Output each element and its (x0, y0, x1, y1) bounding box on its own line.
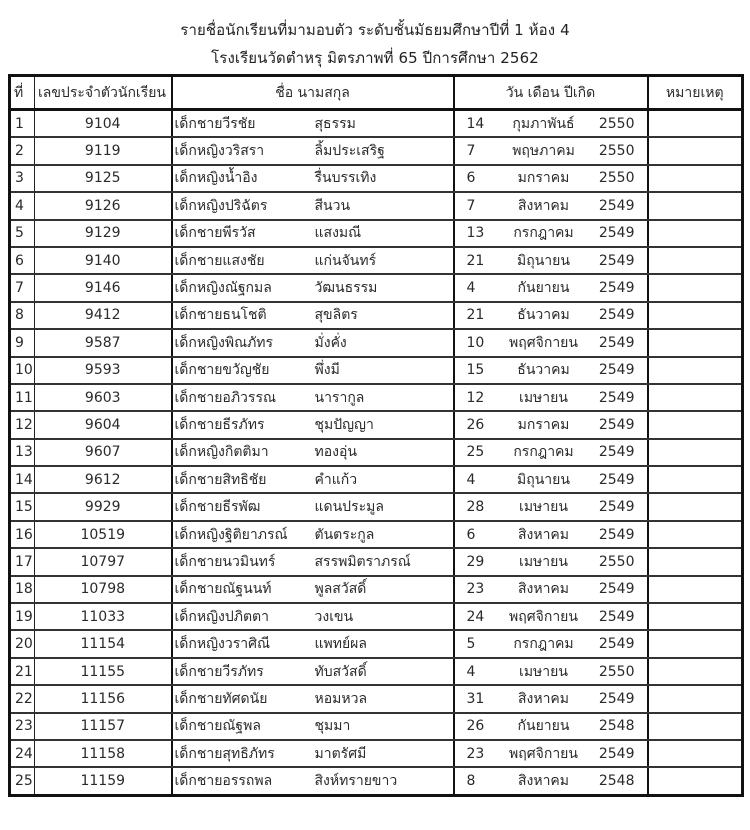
table-row (10, 548, 743, 575)
student-name (172, 658, 454, 685)
student-name (172, 713, 454, 740)
last-name: คำแก้ว (314, 471, 358, 488)
birth-year: 2549 (598, 334, 635, 351)
first-name: เด็กชายณัฐพล (174, 718, 261, 735)
birth-month: สิงหาคม (517, 526, 570, 543)
birth-day: 15 (466, 362, 485, 379)
remark-cell (648, 411, 743, 438)
first-name: เด็กหญิงปภิตตา (174, 608, 270, 625)
student-id: 11155 (35, 658, 172, 685)
student-id: 9603 (35, 384, 172, 411)
student-id: 10798 (35, 576, 172, 603)
last-name: พึ่งมี (314, 362, 340, 379)
first-name: เด็กชายธีรภัทร (174, 416, 265, 433)
last-name: ชุมมา (314, 718, 351, 735)
birth-month: กรกฎาคม (513, 636, 574, 653)
student-name (172, 685, 454, 712)
first-name: เด็กชายอรรถพล (174, 773, 273, 790)
row-number: 23 (10, 713, 35, 740)
birth-day: 10 (466, 334, 485, 351)
table-row (10, 411, 743, 438)
table-row (10, 110, 743, 138)
birth-month: ธันวาคม (517, 307, 570, 324)
birth-year: 2549 (598, 444, 635, 461)
birth-month: สิงหาคม (517, 197, 570, 214)
table-row (10, 329, 743, 356)
remark-cell (648, 192, 743, 219)
row-number: 13 (10, 439, 35, 466)
remark-cell (648, 165, 743, 192)
last-name: พูลสวัสดิ์ (314, 581, 367, 598)
last-name: วงเขน (314, 608, 354, 625)
row-number: 12 (10, 411, 35, 438)
student-id: 9126 (35, 192, 172, 219)
birth-date (454, 658, 648, 685)
first-name: เด็กหญิงพิณภัทร (174, 334, 274, 351)
birth-day: 5 (466, 636, 476, 653)
student-name (172, 137, 454, 164)
last-name: แก่นจันทร์ (314, 252, 377, 269)
birth-month: มิถุนายน (517, 252, 570, 269)
row-number: 10 (10, 357, 35, 384)
header-name: ชื่อ นามสกุล (172, 76, 454, 110)
birth-date (454, 302, 648, 329)
birth-day: 4 (466, 280, 476, 297)
birth-month: พฤศจิกายน (509, 745, 578, 762)
birth-year: 2549 (598, 280, 635, 297)
birth-month: เมษายน (519, 499, 568, 516)
first-name: เด็กชายณัฐนนท์ (174, 581, 272, 598)
first-name: เด็กหญิงฐิติยาภรณ์ (174, 526, 288, 543)
student-id: 9104 (35, 110, 172, 138)
last-name: ตันตระกูล (314, 526, 375, 543)
birth-day: 31 (466, 690, 485, 707)
header-index: ที่ (10, 76, 35, 110)
birth-year: 2549 (598, 690, 635, 707)
student-id: 11156 (35, 685, 172, 712)
birth-day: 28 (466, 499, 485, 516)
table-row (10, 740, 743, 767)
birth-day: 26 (466, 718, 485, 735)
birth-year: 2549 (598, 416, 635, 433)
student-name (172, 603, 454, 630)
first-name: เด็กหญิงวริสรา (174, 143, 265, 160)
birth-year: 2549 (598, 636, 635, 653)
table-row (10, 220, 743, 247)
birth-day: 8 (466, 773, 476, 790)
last-name: สีนวน (314, 197, 351, 214)
birth-month: มกราคม (517, 170, 570, 187)
student-id: 9929 (35, 493, 172, 520)
birth-day: 7 (466, 143, 476, 160)
student-id: 9412 (35, 302, 172, 329)
birth-month: สิงหาคม (517, 581, 570, 598)
student-name (172, 466, 454, 493)
birth-year: 2549 (598, 389, 635, 406)
birth-month: สิงหาคม (517, 690, 570, 707)
birth-year: 2549 (598, 499, 635, 516)
remark-cell (648, 466, 743, 493)
birth-year: 2549 (598, 197, 635, 214)
table-row (10, 384, 743, 411)
row-number: 3 (10, 165, 35, 192)
birth-date (454, 740, 648, 767)
first-name: เด็กชายสิทธิชัย (174, 471, 267, 488)
first-name: เด็กชายธนโชติ (174, 307, 267, 324)
first-name: เด็กชายอภิวรรณ (174, 389, 276, 406)
first-name: เด็กชายธีรพัฒ (174, 499, 261, 516)
remark-cell (648, 521, 743, 548)
row-number: 5 (10, 220, 35, 247)
last-name: นารากูล (314, 389, 365, 406)
row-number: 25 (10, 767, 35, 795)
birth-year: 2549 (598, 581, 635, 598)
remark-cell (648, 220, 743, 247)
student-id: 11158 (35, 740, 172, 767)
birth-month: เมษายน (519, 389, 568, 406)
birth-date (454, 603, 648, 630)
last-name: ลิ้มประเสริฐ (314, 143, 385, 160)
row-number: 21 (10, 658, 35, 685)
birth-month: พฤษภาคม (512, 143, 575, 160)
last-name: สุธรรม (314, 115, 356, 132)
first-name: เด็กชายวีรภัทร (174, 663, 264, 680)
row-number: 24 (10, 740, 35, 767)
remark-cell (648, 685, 743, 712)
student-name (172, 220, 454, 247)
remark-cell (648, 767, 743, 795)
birth-day: 21 (466, 252, 485, 269)
row-number: 22 (10, 685, 35, 712)
birth-date (454, 274, 648, 301)
birth-date (454, 329, 648, 356)
table-row (10, 658, 743, 685)
first-name: เด็กหญิงกิตติมา (174, 444, 269, 461)
student-id: 10519 (35, 521, 172, 548)
remark-cell (648, 302, 743, 329)
row-number: 8 (10, 302, 35, 329)
birth-year: 2549 (598, 307, 635, 324)
student-name (172, 630, 454, 657)
birth-year: 2548 (598, 718, 635, 735)
student-name (172, 740, 454, 767)
student-name (172, 493, 454, 520)
student-id: 11159 (35, 767, 172, 795)
document-title: รายชื่อนักเรียนที่มามอบตัว ระดับชั้นมัธยมศึกษาปีที่ 1 ห้อง 4 (180, 21, 570, 39)
first-name: เด็กชายพีรวัส (174, 225, 256, 242)
student-name (172, 548, 454, 575)
birth-day: 4 (466, 663, 476, 680)
first-name: เด็กชายแสงชัย (174, 252, 265, 269)
student-name (172, 302, 454, 329)
birth-day: 6 (466, 526, 476, 543)
row-number: 2 (10, 137, 35, 164)
birth-month: ธันวาคม (517, 362, 570, 379)
first-name: เด็กหญิงวราศิณี (174, 636, 270, 653)
row-number: 18 (10, 576, 35, 603)
student-id: 9140 (35, 247, 172, 274)
student-name (172, 110, 454, 138)
header-birth-date: วัน เดือน ปีเกิด (454, 76, 648, 110)
birth-year: 2550 (598, 143, 635, 160)
remark-cell (648, 110, 743, 138)
remark-cell (648, 713, 743, 740)
row-number: 14 (10, 466, 35, 493)
birth-month: พฤศจิกายน (509, 608, 578, 625)
remark-cell (648, 247, 743, 274)
last-name: แสงมณี (314, 225, 362, 242)
birth-year: 2550 (598, 663, 635, 680)
remark-cell (648, 384, 743, 411)
remark-cell (648, 357, 743, 384)
table-body (10, 110, 743, 796)
header-student-id: เลขประจำตัวนักเรียน (35, 76, 172, 110)
remark-cell (648, 439, 743, 466)
birth-date (454, 137, 648, 164)
birth-date (454, 247, 648, 274)
birth-date (454, 548, 648, 575)
row-number: 6 (10, 247, 35, 274)
last-name: วัฒนธรรม (314, 280, 378, 297)
student-id: 9119 (35, 137, 172, 164)
row-number: 16 (10, 521, 35, 548)
remark-cell (648, 137, 743, 164)
student-name (172, 247, 454, 274)
table-row (10, 357, 743, 384)
birth-date (454, 357, 648, 384)
table-row (10, 603, 743, 630)
birth-month: เมษายน (519, 663, 568, 680)
row-number: 17 (10, 548, 35, 575)
birth-month: สิงหาคม (517, 773, 570, 790)
last-name: แพทย์ผล (314, 636, 367, 653)
student-name (172, 521, 454, 548)
student-id: 10797 (35, 548, 172, 575)
row-number: 7 (10, 274, 35, 301)
birth-day: 4 (466, 471, 476, 488)
row-number: 19 (10, 603, 35, 630)
birth-year: 2549 (598, 745, 635, 762)
birth-month: มิถุนายน (517, 471, 570, 488)
birth-day: 23 (466, 745, 485, 762)
student-id: 9587 (35, 329, 172, 356)
birth-year: 2549 (598, 362, 635, 379)
birth-day: 6 (466, 170, 476, 187)
birth-date (454, 630, 648, 657)
birth-date (454, 384, 648, 411)
table-row (10, 767, 743, 795)
table-row (10, 137, 743, 164)
birth-day: 24 (466, 608, 485, 625)
remark-cell (648, 576, 743, 603)
first-name: เด็กหญิงณัฐกมล (174, 280, 272, 297)
student-name (172, 357, 454, 384)
first-name: เด็กชายขวัญชัย (174, 362, 270, 379)
birth-date (454, 713, 648, 740)
student-name (172, 274, 454, 301)
last-name: หอมหวล (314, 690, 368, 707)
birth-year: 2549 (598, 471, 635, 488)
birth-day: 14 (466, 115, 485, 132)
table-row (10, 274, 743, 301)
student-name (172, 576, 454, 603)
student-id: 9125 (35, 165, 172, 192)
last-name: สรรพมิตราภรณ์ (314, 553, 411, 570)
table-row (10, 630, 743, 657)
birth-year: 2550 (598, 115, 635, 132)
first-name: เด็กชายสุทธิภัทร (174, 745, 275, 762)
student-table (8, 74, 744, 797)
table-row (10, 192, 743, 219)
table-row (10, 493, 743, 520)
birth-date (454, 192, 648, 219)
student-name (172, 192, 454, 219)
birth-day: 12 (466, 389, 485, 406)
birth-year: 2550 (598, 553, 635, 570)
student-name (172, 411, 454, 438)
remark-cell (648, 493, 743, 520)
student-id: 9593 (35, 357, 172, 384)
table-row (10, 165, 743, 192)
birth-month: กุมภาพันธ์ (512, 115, 575, 132)
birth-date (454, 466, 648, 493)
student-name (172, 165, 454, 192)
first-name: เด็กชายทัศดนัย (174, 690, 268, 707)
student-id: 9612 (35, 466, 172, 493)
last-name: รื่นบรรเทิง (314, 170, 377, 187)
student-name (172, 767, 454, 795)
header-remarks: หมายเหตุ (648, 76, 743, 110)
table-row (10, 685, 743, 712)
document-subtitle: โรงเรียนวัดตำหรุ มิตรภาพที่ 65 ปีการศึกษา 2562 (211, 49, 539, 67)
last-name: สุขลิตร (314, 307, 358, 324)
student-name (172, 329, 454, 356)
first-name: เด็กหญิงปริฉัตร (174, 197, 268, 214)
birth-date (454, 110, 648, 138)
row-number: 11 (10, 384, 35, 411)
birth-month: มกราคม (517, 416, 570, 433)
row-number: 1 (10, 110, 35, 138)
birth-month: กันยายน (517, 280, 570, 297)
row-number: 4 (10, 192, 35, 219)
birth-day: 23 (466, 581, 485, 598)
birth-day: 7 (466, 197, 476, 214)
table-row (10, 576, 743, 603)
first-name: เด็กหญิงน้ำอิง (174, 170, 258, 187)
remark-cell (648, 603, 743, 630)
student-id: 9129 (35, 220, 172, 247)
birth-date (454, 767, 648, 795)
birth-date (454, 521, 648, 548)
remark-cell (648, 548, 743, 575)
table-row (10, 521, 743, 548)
birth-year: 2549 (598, 225, 635, 242)
remark-cell (648, 274, 743, 301)
birth-month: กรกฎาคม (513, 225, 574, 242)
birth-day: 13 (466, 225, 485, 242)
table-row (10, 247, 743, 274)
table-header-row (10, 76, 743, 110)
last-name: สิงห์ทรายขาว (314, 773, 398, 790)
remark-cell (648, 658, 743, 685)
birth-month: กรกฎาคม (513, 444, 574, 461)
last-name: ทองอุ่น (314, 444, 357, 461)
table-row (10, 466, 743, 493)
birth-year: 2550 (598, 170, 635, 187)
birth-month: กันยายน (517, 718, 570, 735)
student-id: 11154 (35, 630, 172, 657)
birth-year: 2548 (598, 773, 635, 790)
remark-cell (648, 740, 743, 767)
birth-month: เมษายน (519, 553, 568, 570)
last-name: ทับสวัสดิ์ (314, 663, 367, 680)
last-name: แดนประมูล (314, 499, 384, 516)
student-id: 9604 (35, 411, 172, 438)
first-name: เด็กชายวีรชัย (174, 115, 256, 132)
birth-date (454, 685, 648, 712)
birth-date (454, 439, 648, 466)
birth-year: 2549 (598, 608, 635, 625)
birth-day: 21 (466, 307, 485, 324)
row-number: 15 (10, 493, 35, 520)
remark-cell (648, 329, 743, 356)
birth-day: 25 (466, 444, 485, 461)
birth-date (454, 493, 648, 520)
student-name (172, 384, 454, 411)
birth-date (454, 411, 648, 438)
last-name: มั่งคั่ง (314, 334, 347, 351)
student-id: 9607 (35, 439, 172, 466)
birth-month: พฤศจิกายน (509, 334, 578, 351)
birth-day: 29 (466, 553, 485, 570)
row-number: 9 (10, 329, 35, 356)
row-number: 20 (10, 630, 35, 657)
birth-year: 2549 (598, 252, 635, 269)
birth-day: 26 (466, 416, 485, 433)
student-id: 11033 (35, 603, 172, 630)
first-name: เด็กชายนวมินทร์ (174, 553, 276, 570)
table-row (10, 713, 743, 740)
remark-cell (648, 630, 743, 657)
student-id: 11157 (35, 713, 172, 740)
last-name: ชุมปัญญา (314, 416, 374, 433)
last-name: มาตรัศมี (314, 745, 367, 762)
birth-date (454, 220, 648, 247)
birth-year: 2549 (598, 526, 635, 543)
student-name (172, 439, 454, 466)
birth-date (454, 165, 648, 192)
birth-date (454, 576, 648, 603)
table-row (10, 302, 743, 329)
table-row (10, 439, 743, 466)
student-id: 9146 (35, 274, 172, 301)
